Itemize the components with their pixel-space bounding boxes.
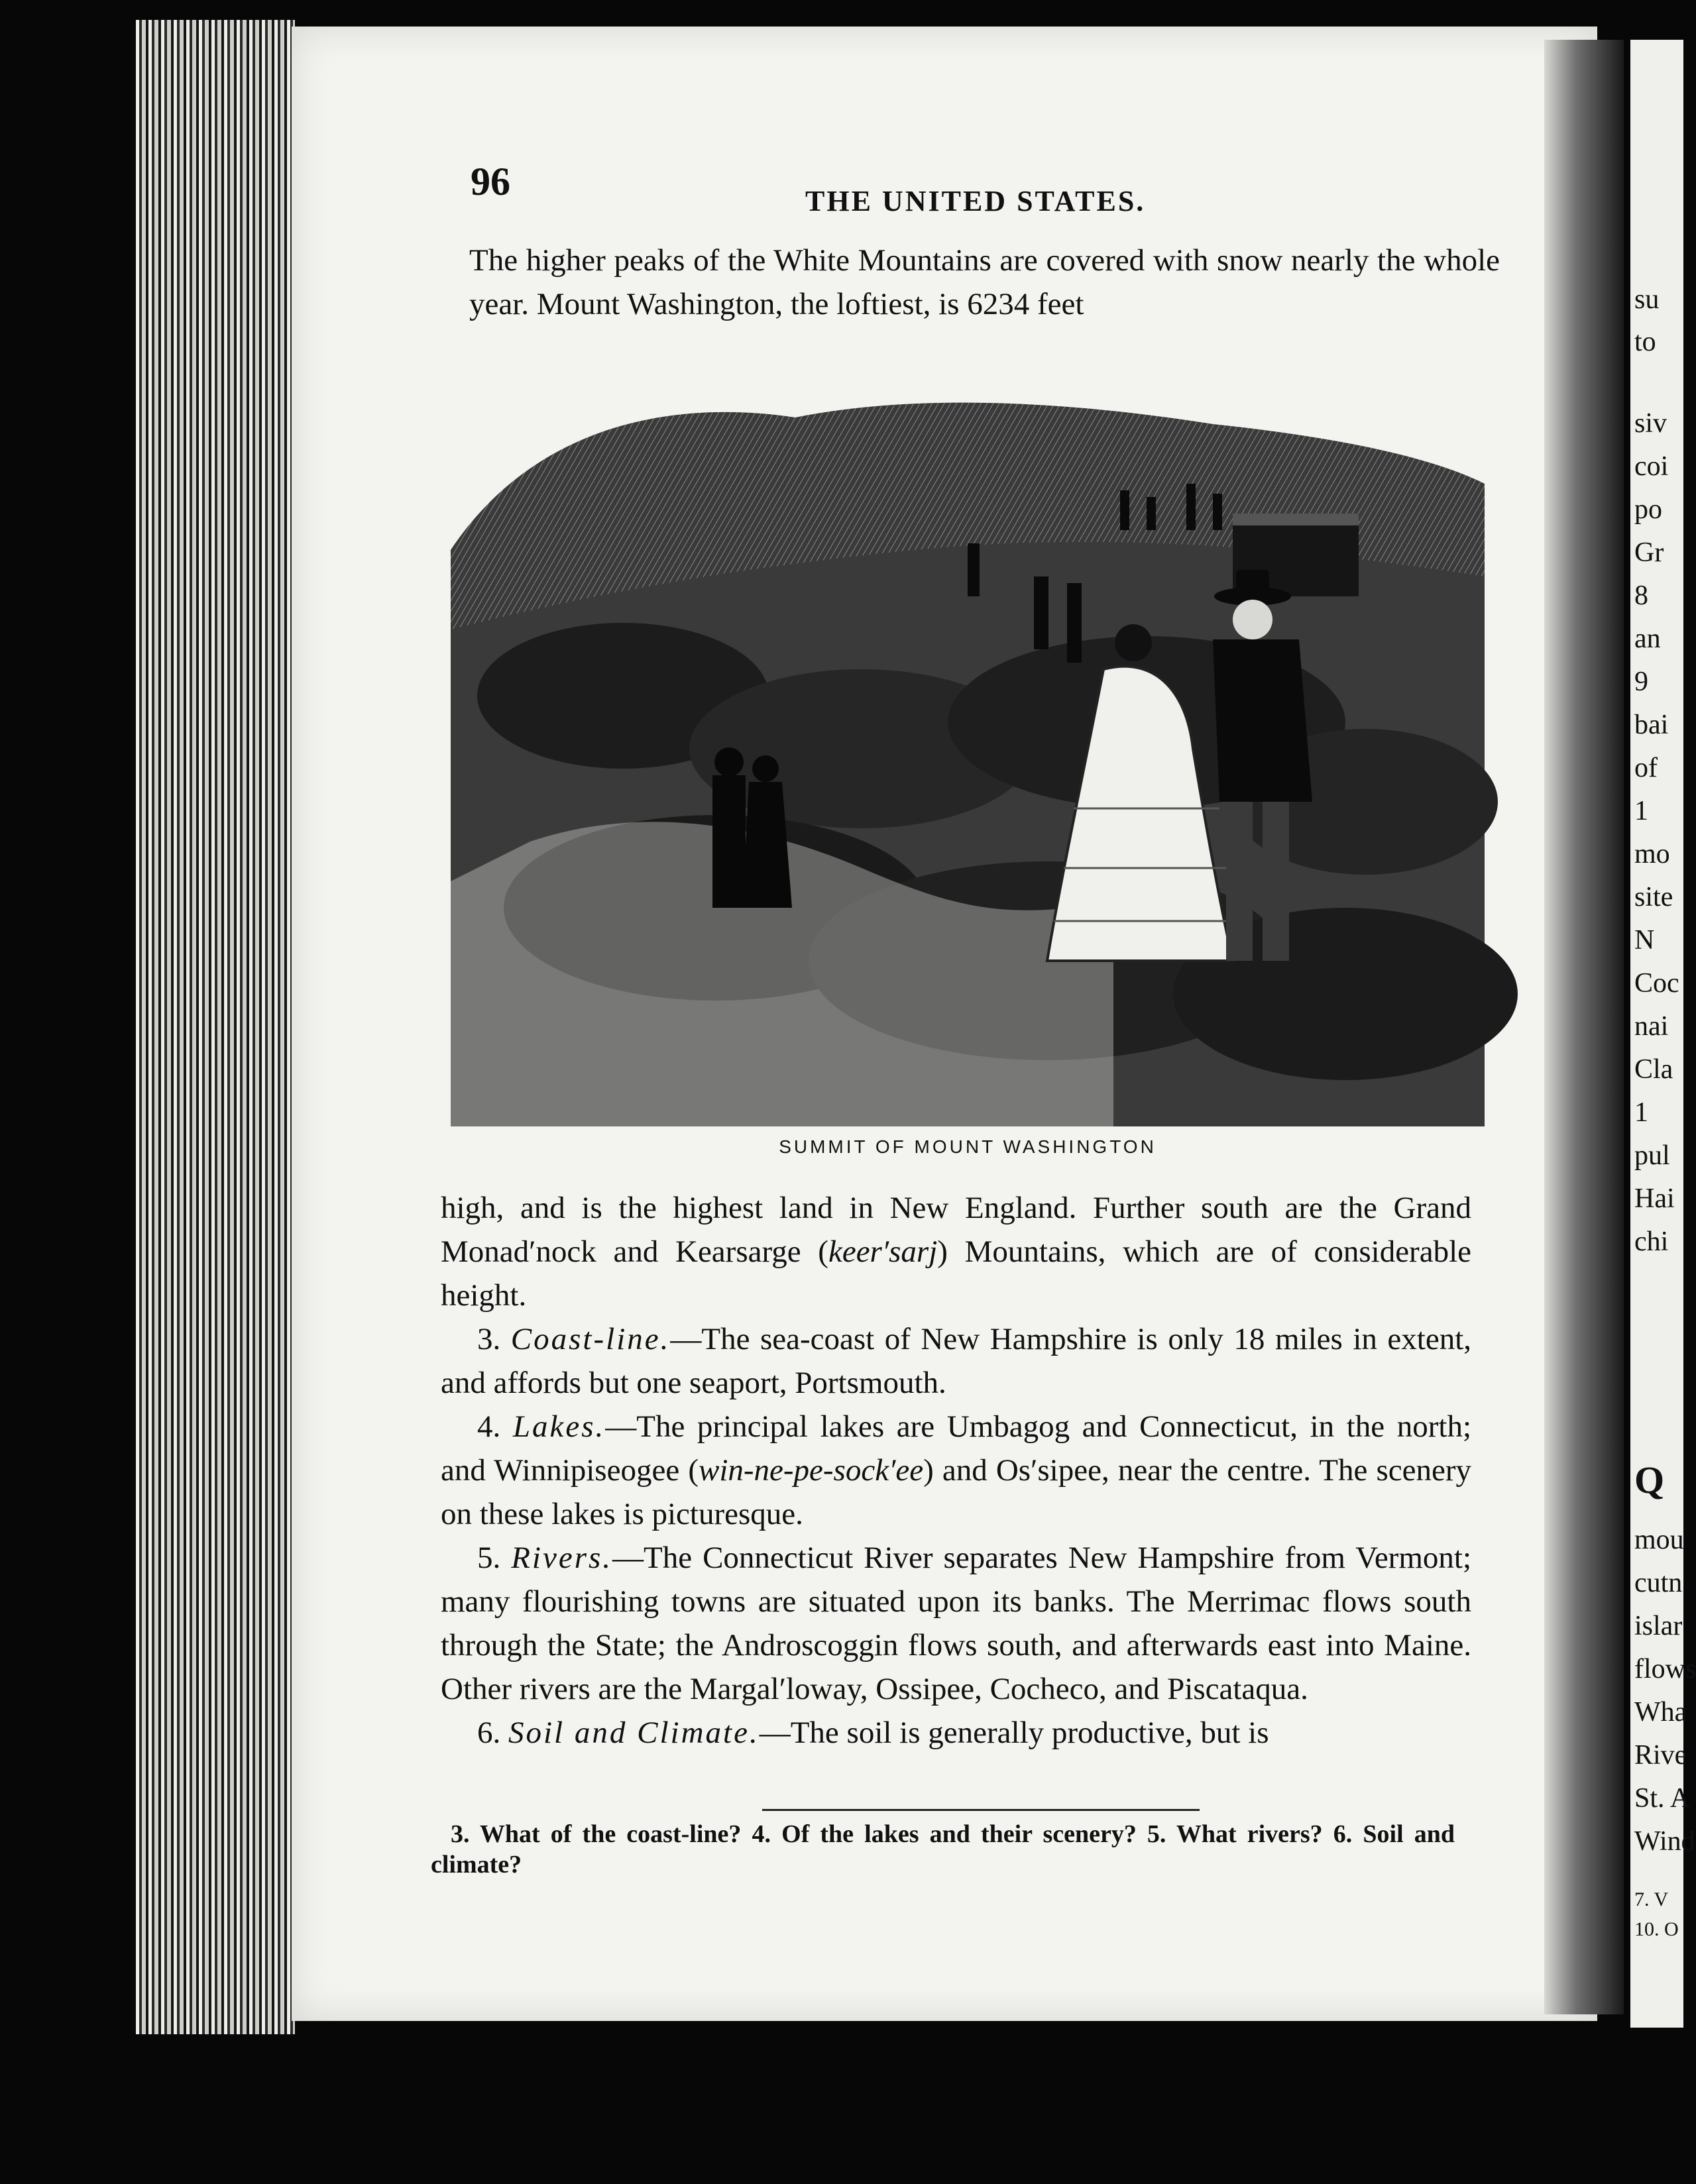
facing-fragment: 10. O [1634, 1918, 1679, 1940]
continuation-text-2: ) Mountains, which are of considerable height. [441, 1234, 1471, 1313]
facing-fragment: nai [1634, 1011, 1669, 1042]
section-number: 4. [477, 1409, 501, 1444]
continuation-text-1: high, and is the highest land in New England. Further south are the Grand Monad′nock and Kearsarge ( [441, 1191, 1471, 1269]
facing-fragment: pul [1634, 1140, 1670, 1171]
footnote-rule [762, 1809, 1200, 1811]
section-heading: Lakes. [512, 1409, 606, 1444]
facing-fragment: chi [1634, 1227, 1669, 1257]
running-head: THE UNITED STATES. [805, 185, 1146, 217]
facing-fragment: islar [1634, 1611, 1683, 1641]
facing-fragment: siv [1634, 408, 1668, 439]
figure-caption: SUMMIT OF MOUNT WASHINGTON [779, 1136, 1157, 1157]
facing-fragment: St. A [1634, 1783, 1691, 1814]
intro-text: The higher peaks of the White Mountains are covered with snow nearly the whole year. Mount Washington, the loftiest, is 6234 feet [469, 243, 1500, 321]
facing-fragment: Rive [1634, 1740, 1687, 1771]
facing-page-fragment [1630, 40, 1696, 2028]
facing-fragment: cutn [1634, 1568, 1683, 1598]
section-heading: Soil and Climate. [508, 1716, 760, 1750]
section-rivers [441, 1536, 1471, 1711]
section-text: —The soil is generally productive, but is [759, 1716, 1269, 1750]
questions-text: 3. What of the coast-line? 4. Of the lakes and their scenery? 5. What rivers? 6. Soil and climate? [431, 1820, 1455, 1879]
facing-fragment: po [1634, 494, 1662, 525]
facing-fragment: bai [1634, 710, 1669, 740]
page-number: 96 [471, 160, 510, 203]
facing-fragment: Cla [1634, 1054, 1673, 1085]
facing-fragment: 1 [1634, 796, 1648, 826]
facing-fragment: an [1634, 624, 1661, 654]
section-number: 5. [477, 1541, 501, 1575]
pronunciation: keer′sarj [828, 1234, 938, 1269]
section-text: —The principal lakes are Umbagog and Connecticut, in the north; and Winnipiseogee ( [441, 1409, 1472, 1488]
continuation-paragraph [441, 1186, 1471, 1317]
facing-fragment: Wha [1634, 1697, 1687, 1727]
section-coast-line [441, 1317, 1471, 1405]
facing-fragment: Wind [1634, 1826, 1695, 1857]
facing-fragment: Hai [1634, 1183, 1675, 1214]
body-text [441, 1186, 1471, 1755]
facing-fragment: coi [1634, 451, 1669, 482]
engraving-illustration [451, 378, 1485, 1126]
facing-fragment: to [1634, 327, 1656, 357]
section-text: —The Connecticut River separates New Hampshire from Vermont; many flourishing towns are situated upon its banks. The Merrimac flows south through the State; the Androscoggin flows south, and afterwards east into Maine. Other rivers are the Margal′loway, Ossipee, Cocheco, and Piscataqua. [441, 1541, 1471, 1706]
facing-fragment: 9 [1634, 667, 1648, 697]
facing-fragment: mo [1634, 839, 1670, 869]
facing-fragment: Coc [1634, 968, 1679, 999]
facing-fragment: site [1634, 882, 1673, 912]
intro-paragraph [469, 239, 1500, 326]
section-heading: Rivers. [511, 1541, 613, 1575]
book-gutter [1544, 40, 1624, 2014]
facing-fragment: Q [1634, 1458, 1665, 1502]
summit-engraving [451, 378, 1485, 1126]
section-number: 3. [477, 1322, 501, 1356]
section-lakes [441, 1405, 1471, 1536]
section-text: ) and Os′sipee, near the centre. The scenery on these lakes is picturesque. [441, 1453, 1471, 1531]
facing-fragment: 7. V [1634, 1888, 1669, 1910]
section-heading: Coast-line. [510, 1322, 671, 1356]
facing-fragment: su [1634, 284, 1660, 315]
facing-fragment: Gr [1634, 537, 1664, 568]
section-soil-climate [441, 1711, 1471, 1755]
facing-fragment: N [1634, 925, 1655, 956]
pronunciation: win-ne-pe-sock′ee [698, 1453, 924, 1488]
facing-fragment: 8 [1634, 580, 1648, 611]
facing-fragment: flows [1634, 1654, 1696, 1684]
section-text: —The sea-coast of New Hampshire is only 18 miles in extent, and affords but one seaport, Portsmouth. [441, 1322, 1472, 1400]
facing-fragment: mou [1634, 1525, 1684, 1555]
review-questions [431, 1819, 1455, 1880]
section-number: 6. [477, 1716, 501, 1750]
facing-fragment: of [1634, 753, 1658, 783]
book-page-edges [136, 20, 295, 2034]
facing-fragment: 1 [1634, 1097, 1648, 1128]
